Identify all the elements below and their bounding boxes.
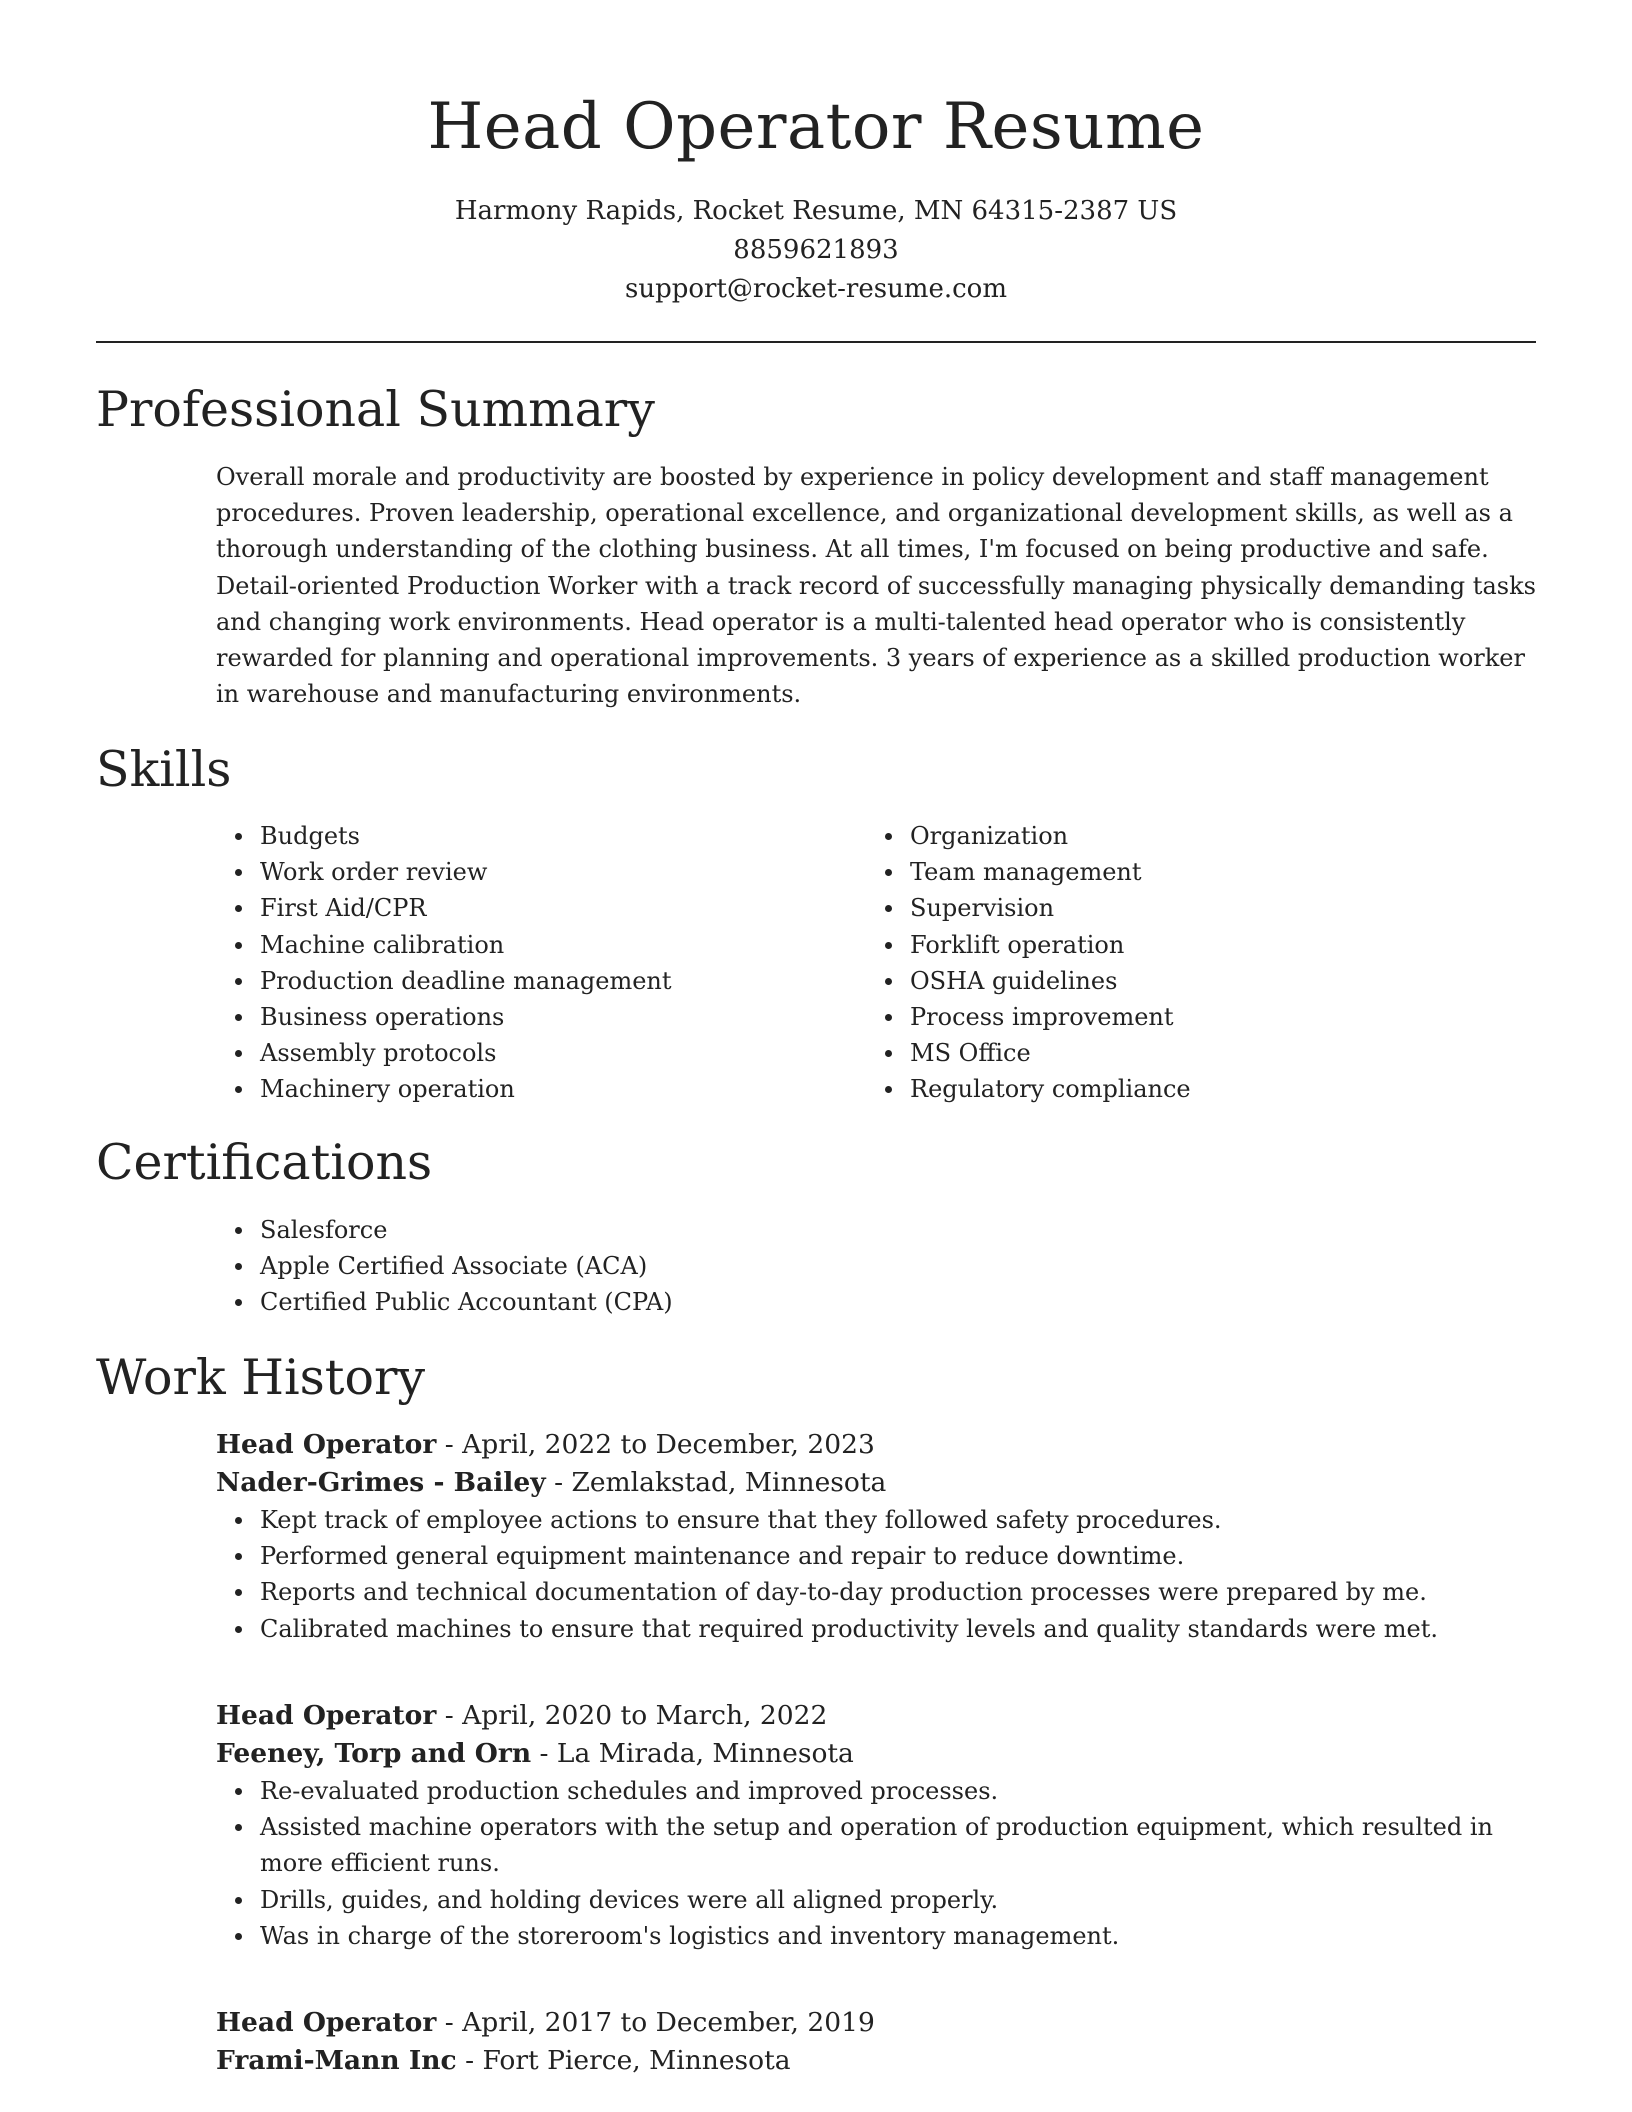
job-company: Frami-Mann Inc <box>216 2045 457 2076</box>
job-bullet: Calibrated machines to ensure that required productivity levels and quality standards were met. <box>216 1611 1541 1647</box>
job-title: Head Operator <box>216 2007 437 2038</box>
summary-heading: Professional Summary <box>96 381 655 438</box>
job-company: Feeney, Torp and Orn <box>216 1738 532 1769</box>
certification-item: Certified Public Accountant (CPA) <box>216 1284 1516 1320</box>
contact-block <box>0 192 1632 309</box>
header-divider <box>96 341 1536 343</box>
certifications-heading: Certifications <box>96 1134 433 1191</box>
skill-item: Business operations <box>216 999 816 1035</box>
job-company-line <box>216 1735 1541 1773</box>
skill-item: Budgets <box>216 818 816 854</box>
job-location: - Zemlakstad, Minnesota <box>545 1467 887 1498</box>
job-title-line <box>216 2004 1541 2042</box>
resume-header <box>0 0 1632 309</box>
job-bullet: Was in charge of the storeroom's logistics and inventory management. <box>216 1918 1541 1954</box>
skill-item: Work order review <box>216 854 816 890</box>
job-title-line <box>216 1697 1541 1735</box>
skills-list-right <box>866 818 1466 1108</box>
job-entry <box>216 1697 1541 1954</box>
skill-item: Regulatory compliance <box>866 1071 1466 1107</box>
job-title: Head Operator <box>216 1700 437 1731</box>
address: Harmony Rapids, Rocket Resume, MN 64315-2387 US <box>454 196 1178 226</box>
job-company-line <box>216 1464 1541 1502</box>
job-dates: - April, 2017 to December, 2019 <box>436 2007 875 2038</box>
skills-column-left <box>216 818 816 1108</box>
job-bullet-list <box>172 1773 1541 1954</box>
skill-item: Supervision <box>866 890 1466 926</box>
skill-item: Process improvement <box>866 999 1466 1035</box>
job-bullet: Re-evaluated production schedules and improved processes. <box>216 1773 1541 1809</box>
skill-item: OSHA guidelines <box>866 963 1466 999</box>
resume-title: Head Operator Resume <box>427 90 1205 164</box>
skill-item: Machinery operation <box>216 1071 816 1107</box>
job-entry <box>216 2004 1541 2080</box>
skill-item: Assembly protocols <box>216 1035 816 1071</box>
skills-list-left <box>216 818 816 1108</box>
certifications-list <box>216 1212 1516 1321</box>
job-bullet: Reports and technical documentation of day-to-day production processes were prepared by me. <box>216 1574 1541 1610</box>
skill-item: MS Office <box>866 1035 1466 1071</box>
job-bullet: Drills, guides, and holding devices were all aligned properly. <box>216 1882 1541 1918</box>
certifications-block <box>216 1212 1516 1321</box>
certification-item: Salesforce <box>216 1212 1516 1248</box>
work-history-heading: Work History <box>96 1349 426 1406</box>
job-bullet-list <box>172 1502 1541 1647</box>
certification-item: Apple Certified Associate (ACA) <box>216 1248 1516 1284</box>
job-location: - La Mirada, Minnesota <box>531 1738 854 1769</box>
skill-item: Forklift operation <box>866 927 1466 963</box>
skill-item: Team management <box>866 854 1466 890</box>
phone: 8859621893 <box>733 235 899 265</box>
email: support@rocket-resume.com <box>624 274 1007 304</box>
skills-column-right <box>866 818 1466 1108</box>
skill-item: Production deadline management <box>216 963 816 999</box>
job-company: Nader-Grimes - Bailey <box>216 1467 546 1498</box>
job-bullet: Performed general equipment maintenance and repair to reduce downtime. <box>216 1538 1541 1574</box>
skill-item: Machine calibration <box>216 927 816 963</box>
skill-item: Organization <box>866 818 1466 854</box>
job-dates: - April, 2020 to March, 2022 <box>436 1700 828 1731</box>
job-title: Head Operator <box>216 1429 437 1460</box>
job-location: - Fort Pierce, Minnesota <box>456 2045 791 2076</box>
job-bullet: Kept track of employee actions to ensure that they followed safety procedures. <box>216 1502 1541 1538</box>
skill-item: First Aid/CPR <box>216 890 816 926</box>
job-entry <box>216 1426 1541 1647</box>
job-dates: - April, 2022 to December, 2023 <box>436 1429 875 1460</box>
job-bullet: Assisted machine operators with the setup and operation of production equipment, which resulted in more efficient runs. <box>216 1809 1541 1881</box>
summary-text: Overall morale and productivity are boosted by experience in policy development and staff management procedures. Proven leadership, operational excellence, and organizational development skills, as well as a thorough understanding of the clothing business. At all times, I'm focused on being productive and safe. Detail-oriented Production Worker with a track record of successfully managing physically demanding tasks and changing work environments. Head operator is a multi-talented head operator who is consistently rewarded for planning and operational improvements. 3 years of experience as a skilled production worker in warehouse and manufacturing environments. <box>216 463 1536 709</box>
job-company-line <box>216 2042 1541 2080</box>
job-title-line <box>216 1426 1541 1464</box>
skills-heading: Skills <box>96 741 232 798</box>
